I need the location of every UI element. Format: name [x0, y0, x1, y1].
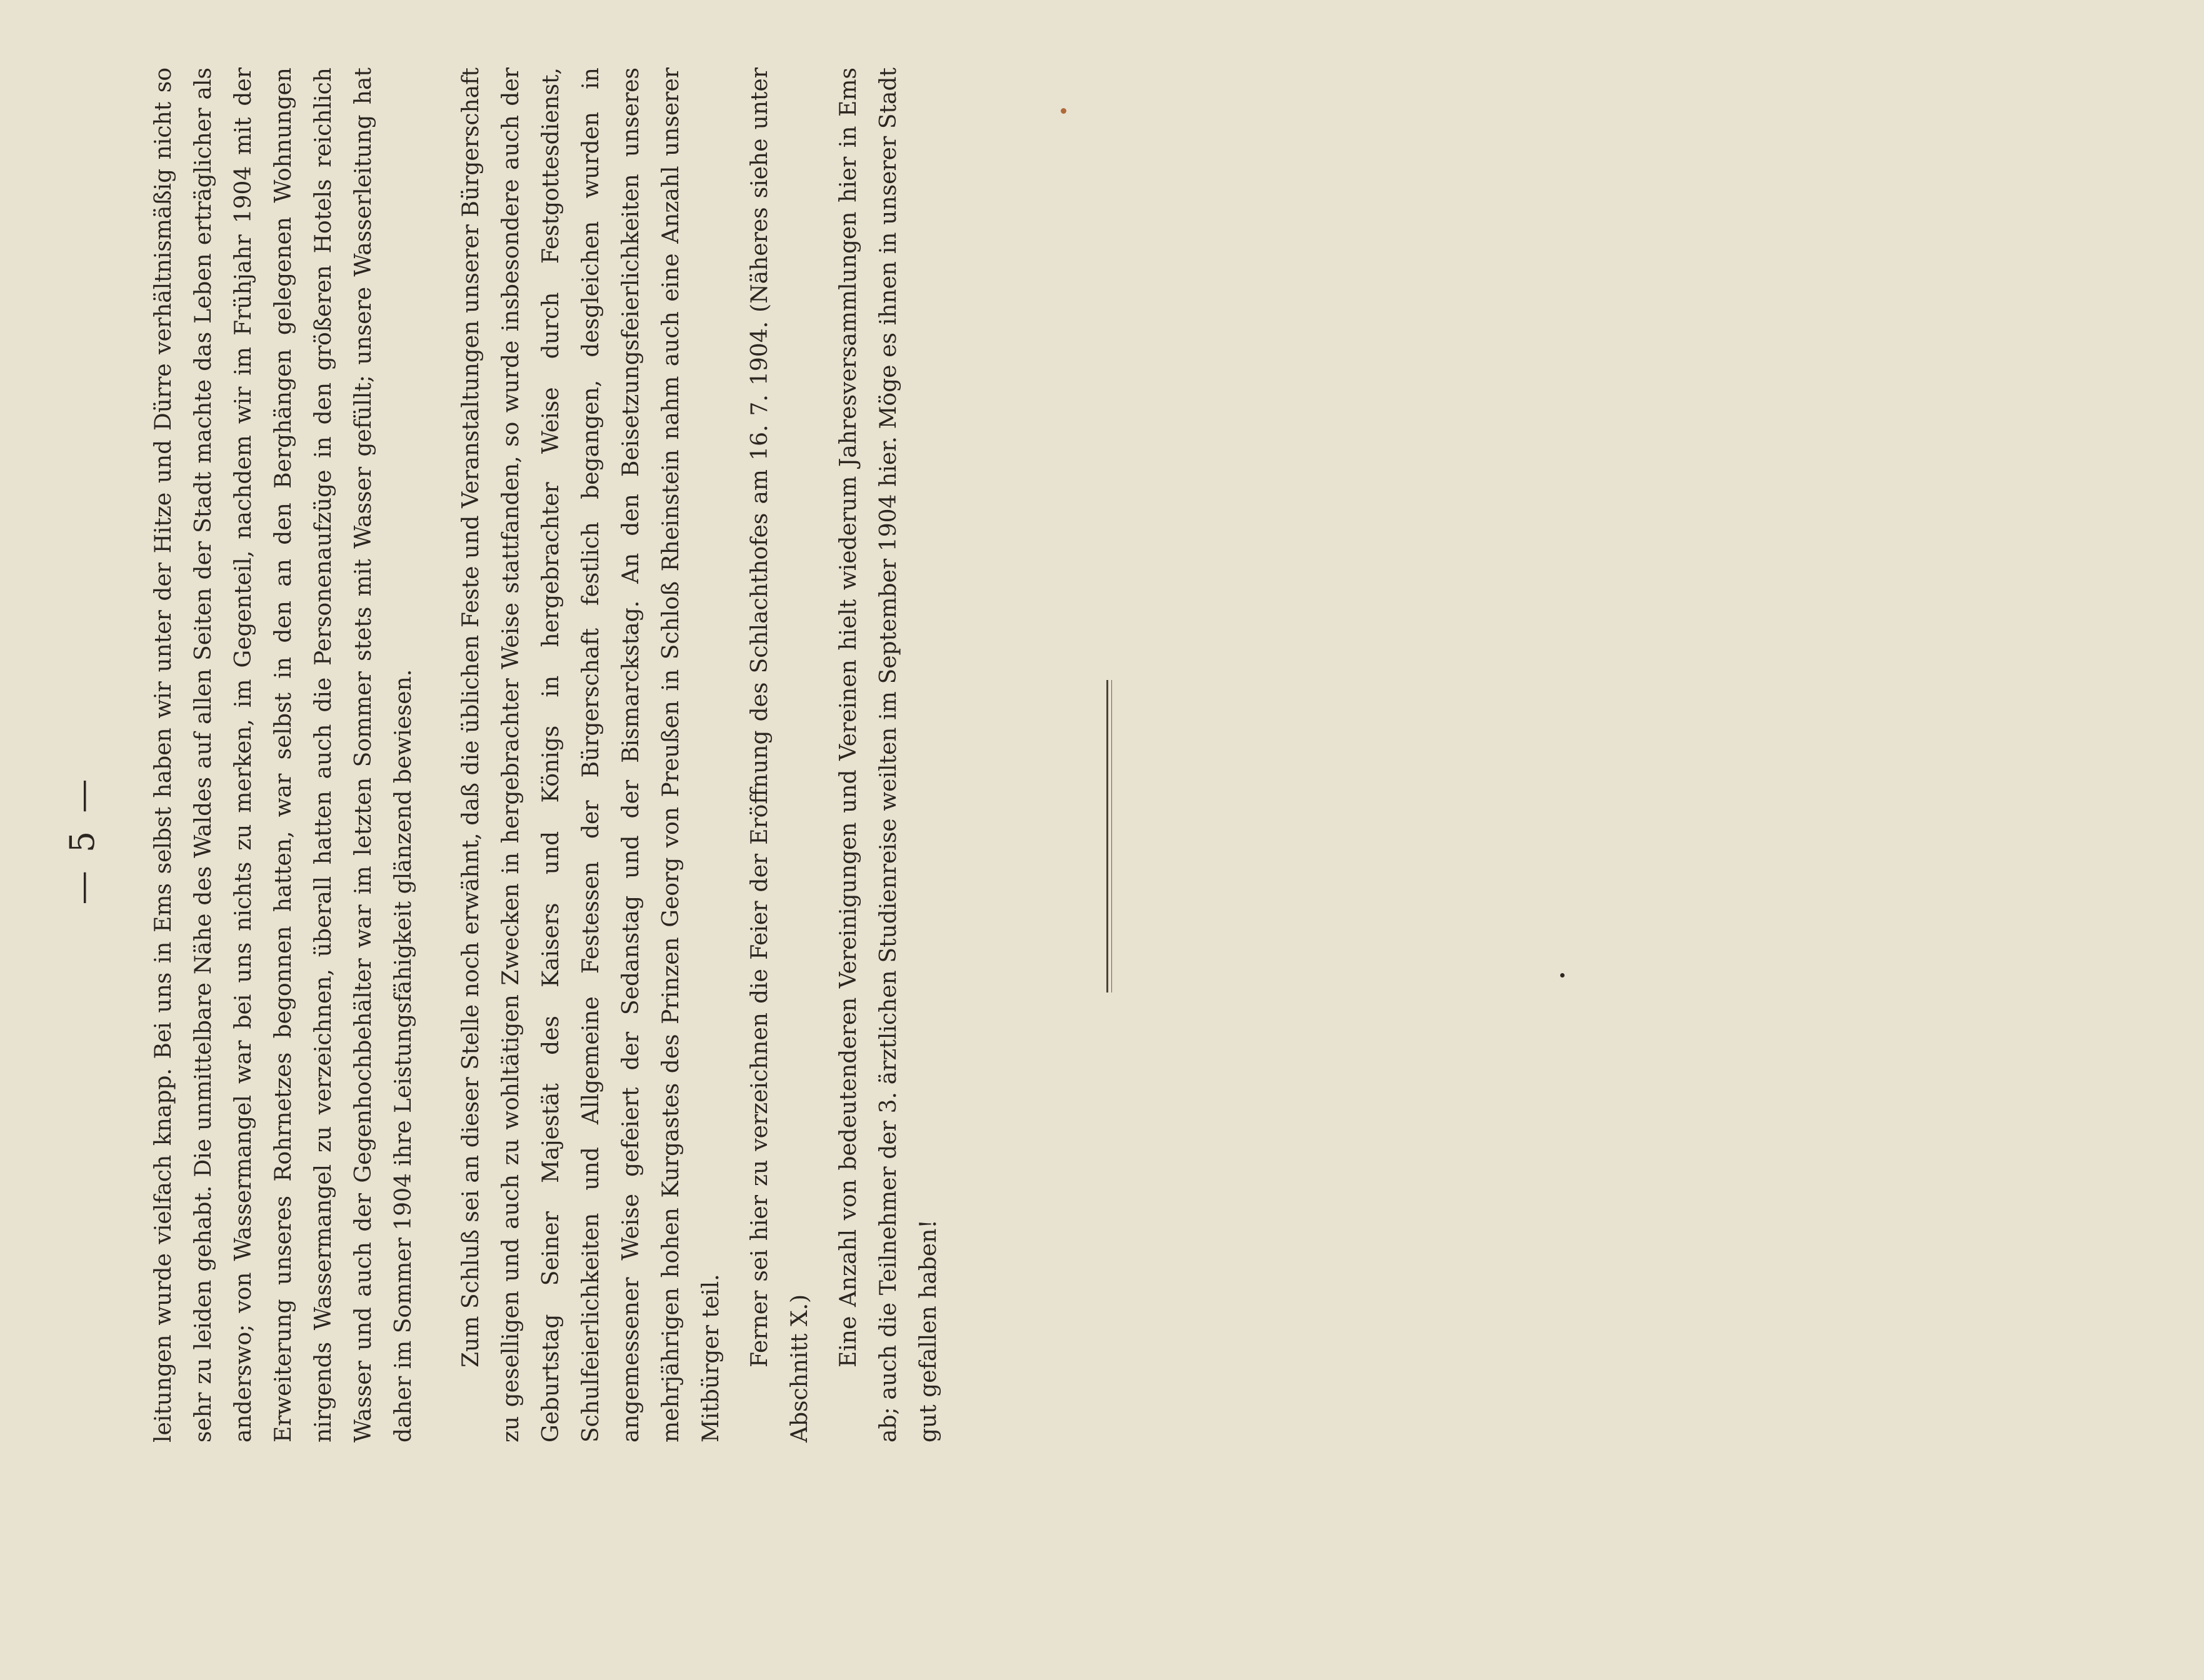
- separator-rule: [1106, 680, 1108, 992]
- separator-rule-thin: [1111, 680, 1112, 992]
- paragraph-4: Eine Anzahl von bedeutenderen Vereinigungen und Vereinen hielt wiederum Jahresversammlungen hier in Ems ab; auch die Teilnehmer der 3. ärztlichen Studienreise weilten im September 1904 hier. Möge es ihnen in unserer Stadt gut gefallen haben!: [836, 68, 941, 1442]
- paragraph-1: leitungen wurde vielfach knapp. Bei uns in Ems selbst haben wir unter der Hitze und Dürre verhältnismäßig nicht so sehr zu leiden gehabt. Die unmittelbare Nähe des Waldes auf allen Seiten der Stadt machte das Leben erträglicher als anderswo; von Wassermangel war bei uns nichts zu merken, im Gegenteil, nachdem wir im Frühjahr 1904 mit der Erweiterung unseres Rohrnetzes begonnen hatten, war selbst in den an den Berghängen gelegenen Wohnungen nirgends Wassermangel zu verzeichnen, überall hatten auch die Personenaufzüge in den größeren Hotels reichlich Wasser und auch der Gegenhochbehälter war im letzten Sommer stets mit Wasser gefüllt; unsere Wasserleitung hat daher im Sommer 1904 ihre Leistungsfähigkeit glänzend bewiesen.: [151, 68, 416, 1442]
- paragraph-3: Ferner sei hier zu verzeichnen die Feier der Eröffnung des Schlachthofes am 16. 7. 1904. (Näheres siehe unter Abschnitt X.): [747, 68, 813, 1442]
- page-number: — 5 —: [63, 775, 102, 905]
- paragraph-2: Zum Schluß sei an dieser Stelle noch erwähnt, daß die üblichen Feste und Veranstaltungen unserer Bürgerschaft zu geselligen und auch zu wohltätigen Zwecken in hergebrachter Weise stattfanden, so wurde insbesondere auch der Geburtstag Seiner Majestät des Kaisers und Königs in hergebrachter Weise durch Festgottesdienst, Schulfeierlichkeiten und Allgemeine Festessen der Bürgerschaft festlich begangen, desgleichen wurden in angemessener Weise gefeiert der Sedanstag und der Bismarckstag. An den Beisetzungsfeierlichkeiten unseres mehrjährigen hohen Kurgastes des Prinzen Georg von Preußen in Schloß Rheinstein nahm auch eine Anzahl unserer Mitbürger teil.: [458, 68, 724, 1442]
- document-body: [144, 68, 949, 1442]
